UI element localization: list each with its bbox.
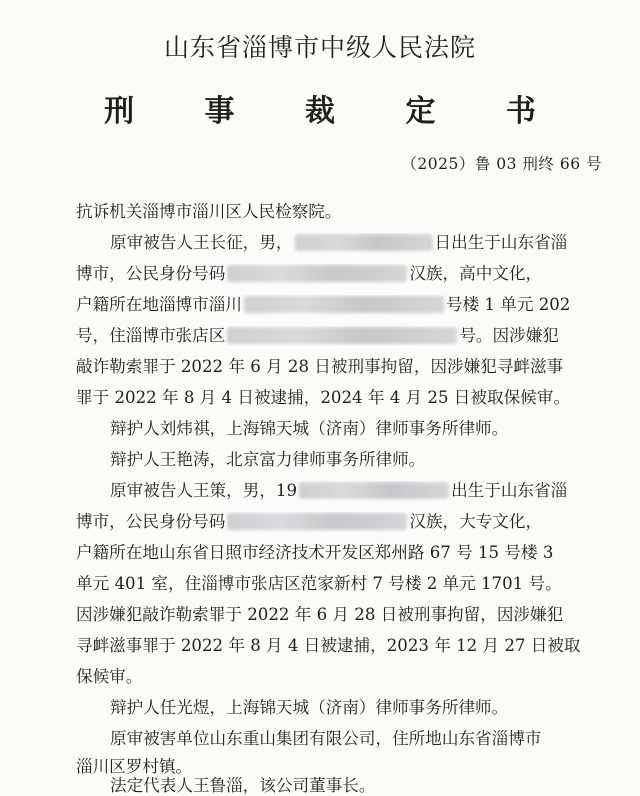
- text-line: 敲诈勒索罪于 2022 年 6 月 28 日被刑事拘留，因涉嫌犯寻衅滋事: [76, 357, 564, 376]
- text-line: 原审被害单位山东重山集团有限公司，住所地山东省淄博市: [110, 729, 542, 748]
- text-line: 原审被告人王长征，男， 日出生于山东省淄: [110, 233, 568, 252]
- text-line: 户籍所在地山东省日照市经济技术开发区郑州路 67 号 15 号楼 3: [76, 543, 554, 562]
- text-line: 博市，公民身份号码 汉族，大专文化，: [76, 512, 543, 531]
- redacted-birthdate: [299, 482, 449, 499]
- text-line: 单元 401 室，住淄博市张店区范家新村 7 号楼 2 单元 1701 号。: [76, 574, 562, 593]
- text-line: 户籍所在地淄博市淄川 号楼 1 单元 202: [76, 295, 571, 314]
- redacted-id-number: [227, 265, 407, 282]
- text-line: 法定代表人王鲁淄，该公司董事长。: [110, 776, 376, 795]
- text-line: 罪于 2022 年 8 月 4 日被逮捕，2024 年 4 月 25 日被取保候审。: [76, 388, 570, 407]
- text-line: 淄川区罗村镇。: [76, 757, 193, 776]
- text-line: 抗诉机关淄博市淄川区人民检察院。: [76, 202, 342, 221]
- text-line: 原审被告人王策，男，19 出生于山东省淄: [110, 481, 568, 500]
- text-line: 辩护人任光煜，上海锦天城（济南）律师事务所律师。: [110, 698, 509, 717]
- redacted-id-number: [227, 513, 407, 530]
- text-line: 保候审。: [76, 667, 143, 686]
- text-line: 号，住淄博市张店区 号。因涉嫌犯: [76, 326, 559, 345]
- court-name: 山东省淄博市中级人民法院: [163, 33, 476, 62]
- document-title: 刑 事 裁 定 书: [104, 94, 566, 129]
- text-line: 寻衅滋事罪于 2022 年 8 月 4 日被逮捕，2023 年 12 月 27 日被取: [76, 636, 581, 655]
- text-line: 因涉嫌犯敲诈勒索罪于 2022 年 6 月 28 日被刑事拘留，因涉嫌犯: [76, 605, 564, 624]
- text-line: 博市，公民身份号码 汉族，高中文化，: [76, 264, 543, 283]
- text-line: 辩护人刘炜祺，上海锦天城（济南）律师事务所律师。: [110, 419, 509, 438]
- case-number: （2025）鲁 03 刑终 66 号: [401, 155, 602, 173]
- text-line: 辩护人王艳涛，北京富力律师事务所律师。: [110, 450, 426, 469]
- redacted-birthdate: [295, 234, 433, 251]
- redacted-address: [227, 327, 457, 344]
- redacted-address: [244, 296, 444, 313]
